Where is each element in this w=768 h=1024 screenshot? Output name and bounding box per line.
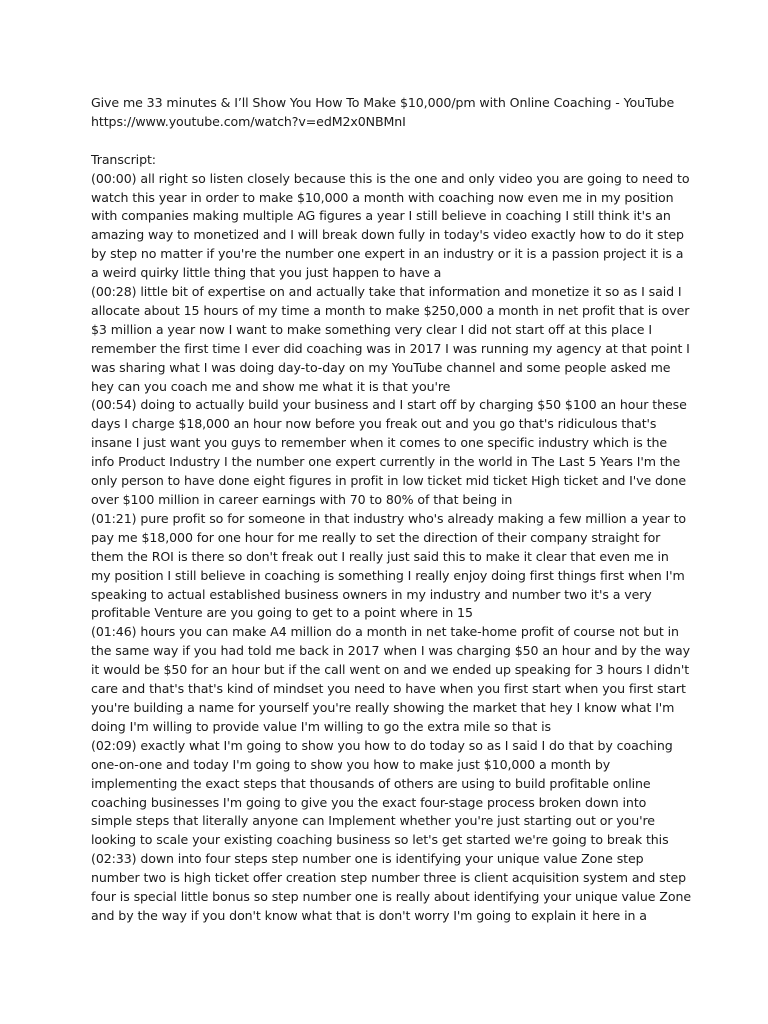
document-title: Give me 33 minutes & I’ll Show You How To Make $10,000/pm with Online Coaching - YouTube (91, 95, 675, 110)
transcript-segment: (01:46) hours you can make A4 million do a month in net take-home profit of course not but in the same way if you had told me back in 2017 when I was charging $50 an hour and by the way it would be $50 for an hour but if the call went on and we ended up speaking for 3 hours I didn't care and that's that's kind of mindset you need to have when you first start when you first start you're building a name for yourself you're really showing the market that hey I know what I'm doing I'm willing to provide value I'm willing to go the extra mile so that is (91, 624, 690, 734)
transcript-segment: (00:00) all right so listen closely because this is the one and only video you are going to need to watch this year in order to make $10,000 a month with coaching now even me in my position with companies making multiple AG figures a year I still believe in coaching I still think it's an amazing way to monetized and I will break down fully in today's video exactly how to do it step by step no matter if you're the number one expert in an industry or it is a passion project it is a a weird quirky little thing that you just happen to have a (91, 170, 690, 281)
document-page (91, 94, 691, 926)
transcript-segment: (02:33) down into four steps step number one is identifying your unique value Zone step number two is high ticket offer creation step number three is client acquisition system and step four is special little bonus so step number one is really about identifying your unique value Zone and by the way if you don't know what that is don't worry I'm going to explain it here in a (91, 851, 691, 923)
transcript-segment: (02:09) exactly what I'm going to show you how to do today so as I said I do that by coaching one-on-one and today I'm going to show you how to make just $10,000 a month by implementing the exact steps that thousands of others are using to build profitable online coaching businesses I'm going to give you the exact four-stage process broken down into simple steps that literally anyone can Implement whether you're just starting out or you're looking to scale your existing coaching business so let's get started we're going to break this (91, 737, 673, 848)
transcript-segment: (01:21) pure profit so for someone in that industry who's already making a few million a year to pay me $18,000 for one hour for me really to set the direction of their company straight for them the ROI is there so don't freak out I really just said this to make it clear that even me in my position I still believe in coaching is something I really enjoy doing first things first when I'm speaking to actual established business owners in my industry and number two it's a very profitable Venture are you going to get to a point where in 15 (91, 510, 687, 621)
blank-line (91, 132, 691, 151)
transcript-segment: (00:54) doing to actually build your business and I start off by charging $50 $100 an hour these days I charge $18,000 an hour now before you freak out and you go that's ridiculous that's insane I just want you guys to remember when it comes to one specific industry which is the info Product Industry I the number one expert currently in the world in The Last 5 Years I'm the only person to have done eight figures in profit in low ticket mid ticket High ticket and I've done over $100 million in career earnings with 70 to 80% of that being in (91, 397, 687, 508)
document-url: https://www.youtube.com/watch?v=edM2x0NBMnI (91, 113, 406, 129)
transcript-label: Transcript: (91, 151, 156, 167)
transcript-segment: (00:28) little bit of expertise on and actually take that information and monetize it so as I said I allocate about 15 hours of my time a month to make $250,000 a month in net profit that is over $3 million a year now I want to make something very clear I did not start off at this place I remember the first time I ever did coaching was in 2017 I was running my agency at that point I was sharing what I was doing day-to-day on my YouTube channel and some people asked me hey can you coach me and show me what it is that you're (91, 284, 690, 394)
